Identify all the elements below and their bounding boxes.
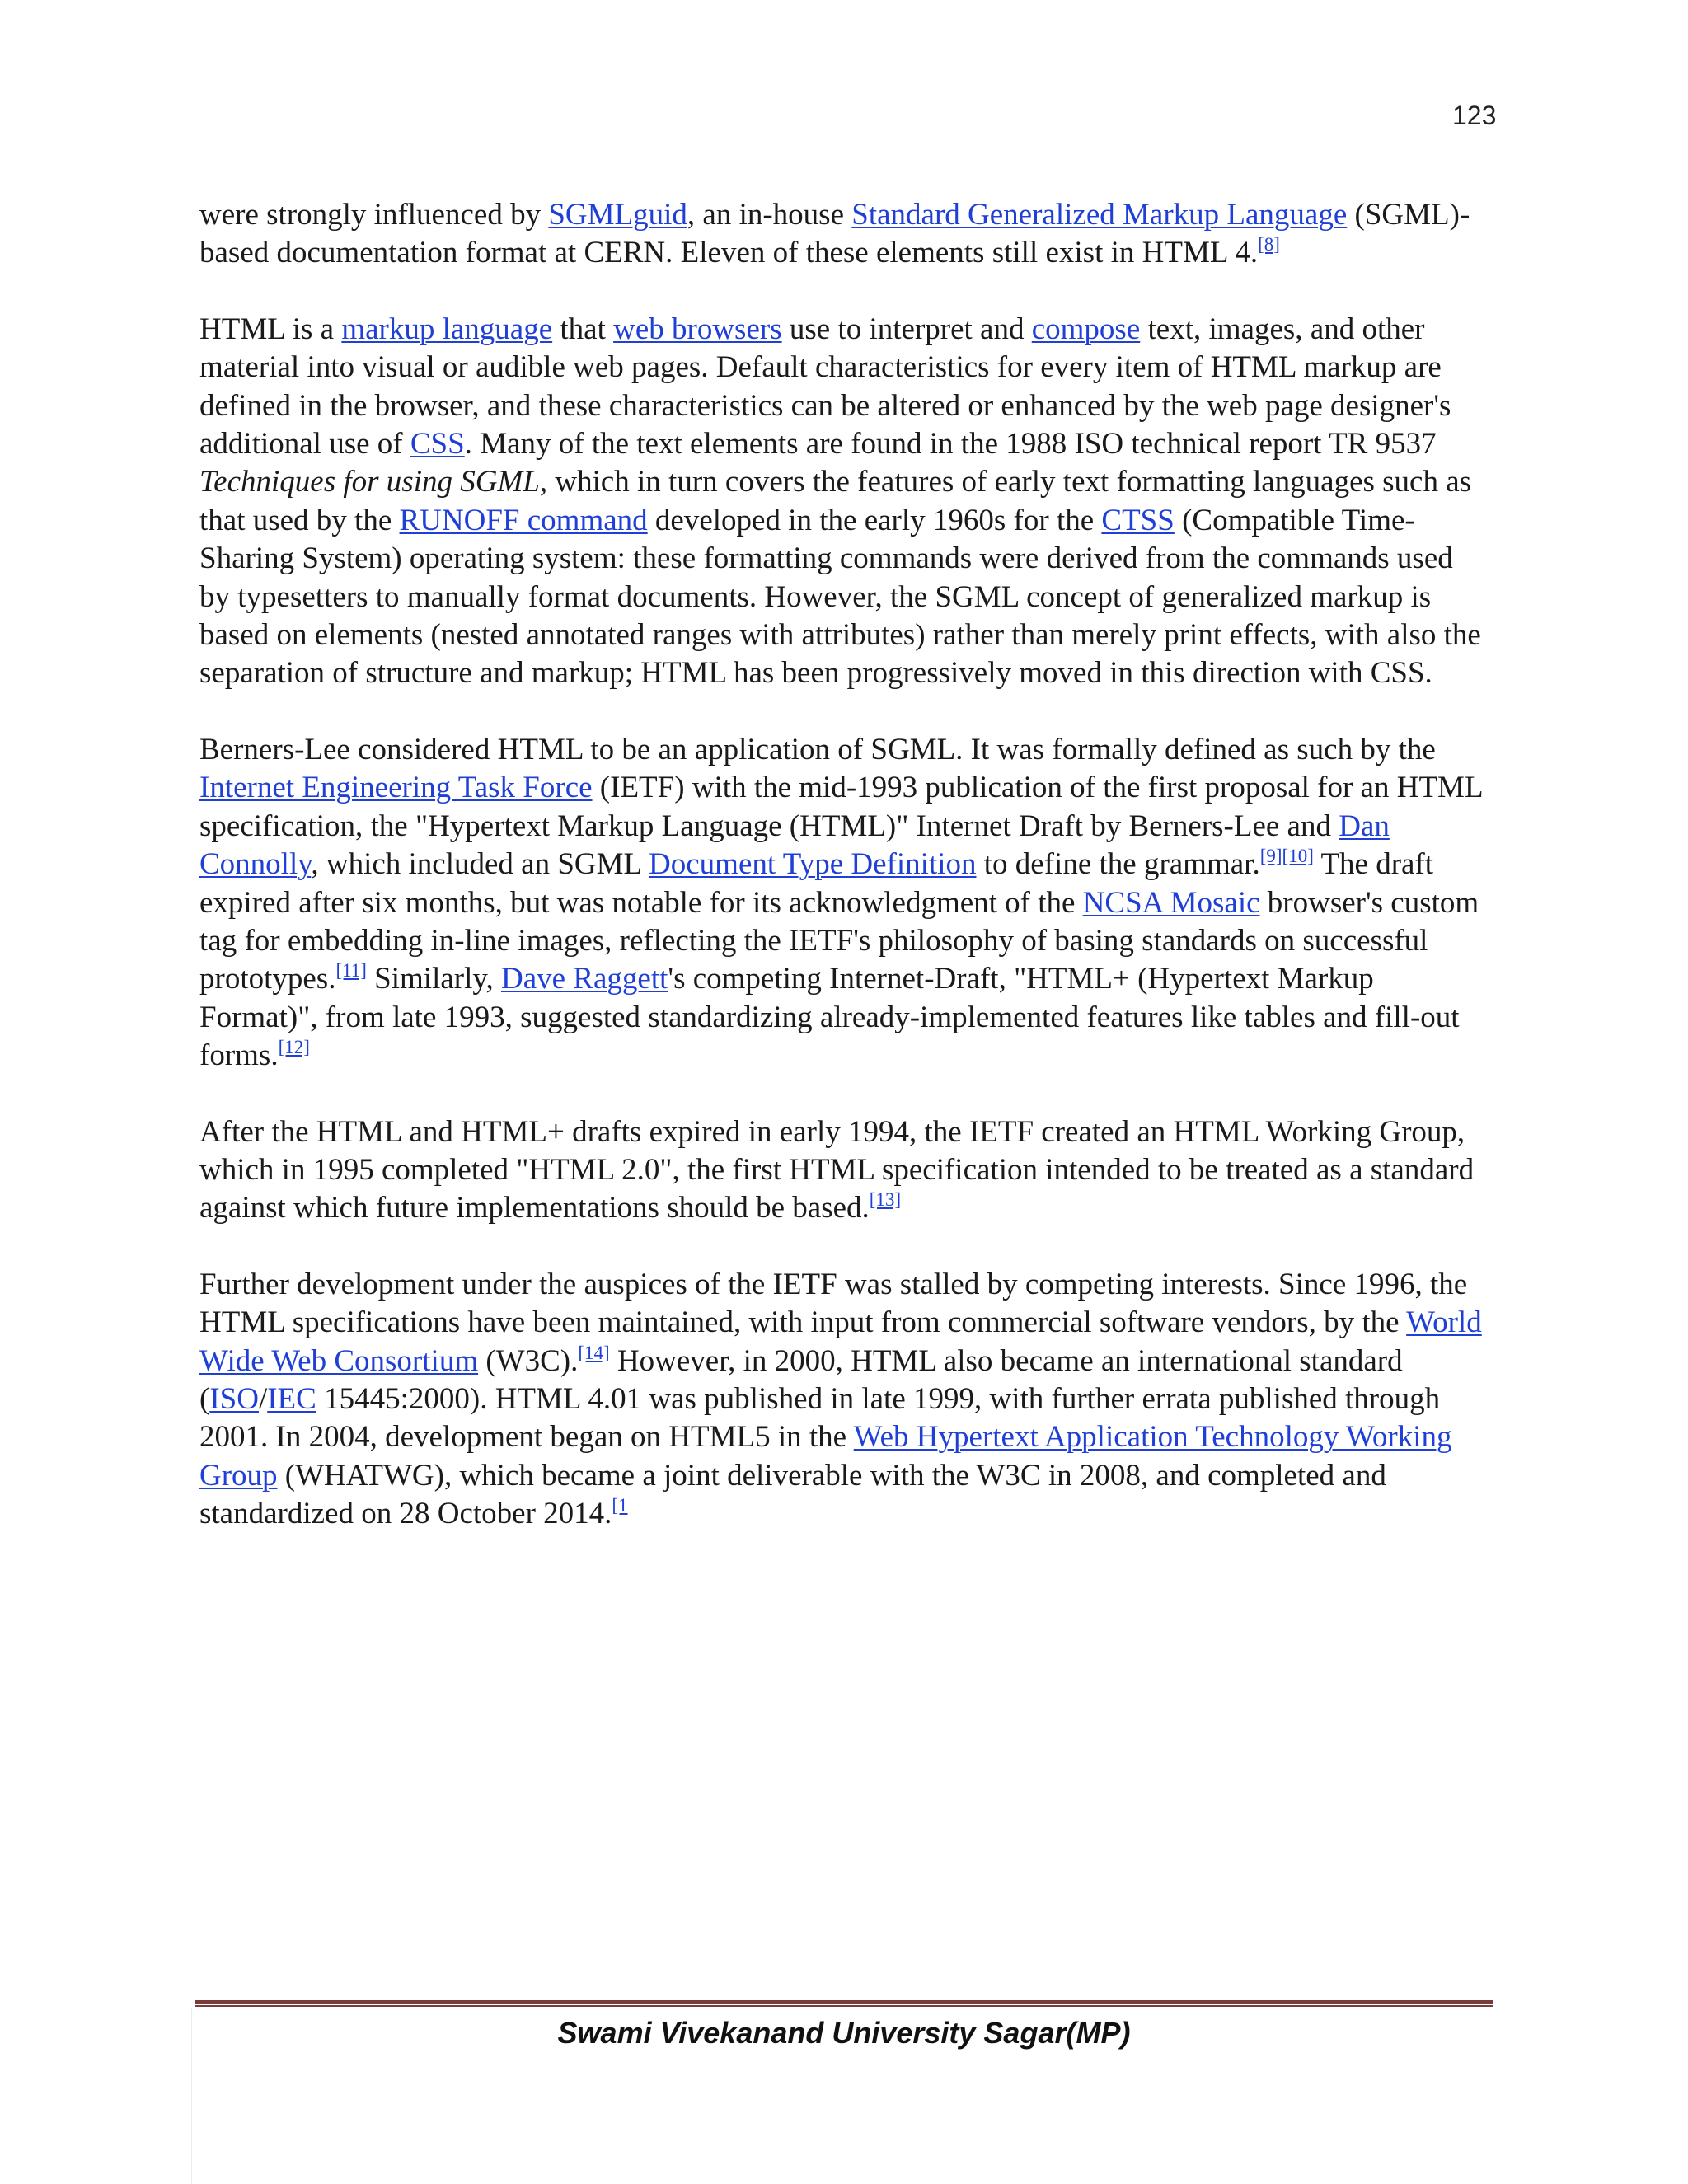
italic-title: Techniques for using SGML: [199, 465, 540, 499]
link-iso[interactable]: ISO: [209, 1381, 259, 1416]
link-whatwg[interactable]: Web Hypertext Application Technology Working Group: [199, 1420, 1452, 1493]
link-css[interactable]: CSS: [410, 427, 465, 462]
citation-12: [279, 1037, 310, 1057]
link-ncsa-mosaic[interactable]: NCSA Mosaic: [1082, 885, 1260, 920]
text: text, images, and other material into visual or audible web pages. Default characteristics for every item of HTML markup are defined in the browser, and these characteristics can be altered or enhanced by the web page designer's additional use of: [199, 312, 1451, 462]
citation-link[interactable]: [8]: [1258, 234, 1280, 255]
link-ietf[interactable]: Internet Engineering Task Force: [199, 771, 593, 805]
text: , which included an SGML: [311, 847, 649, 882]
citation-link[interactable]: [13]: [869, 1189, 902, 1211]
citation-8: [1258, 234, 1280, 255]
text: that: [552, 312, 614, 346]
text: developed in the early 1960s for the: [647, 503, 1102, 537]
citation-link[interactable]: [11]: [335, 960, 367, 982]
document-body: [199, 196, 1489, 1572]
link-sgmlguid[interactable]: SGMLguid: [548, 198, 687, 232]
text: HTML is a: [199, 312, 342, 346]
citation-9: [1260, 846, 1282, 866]
text: (IETF) with the mid-1993 publication of the first proposal for an HTML specification, the "Hypertext Markup Language (HTML)" Internet Draft by Berners-Lee and: [199, 771, 1483, 843]
text: Further development under the auspices of the IETF was stalled by competing interests. Since 1996, the HTML specifications have been maintained, with input from commercial software vendors, by the: [199, 1267, 1468, 1340]
citation-1: [612, 1495, 627, 1516]
citation-link[interactable]: [12]: [278, 1037, 310, 1058]
text: However, in 2000, HTML also became an international standard (: [199, 1343, 1403, 1416]
text: Berners-Lee considered HTML to be an application of SGML. It was formally defined as such by the: [199, 732, 1436, 766]
citation-11: [335, 960, 366, 981]
link-dan-connolly[interactable]: Dan Connolly: [199, 808, 1390, 882]
citation-link[interactable]: [1: [612, 1495, 628, 1516]
text: , which in turn covers the features of early text formatting languages such as that used by the: [199, 465, 1472, 537]
text: 's competing Internet-Draft, "HTML+ (Hypertext Markup Format)", from late 1993, suggested standardizing already-implemented features like tables and fill-out forms.: [199, 962, 1460, 1073]
text: (WHATWG), which became a joint deliverable with the W3C in 2008, and completed and standardized on 28 October 2014.: [199, 1458, 1386, 1531]
text: (SGML)-based documentation format at CERN. Eleven of these elements still exist in HTML 4.: [199, 198, 1470, 270]
link-sgml[interactable]: Standard Generalized Markup Language: [851, 198, 1348, 232]
link-iec[interactable]: IEC: [267, 1381, 316, 1416]
footer-divider: [195, 2000, 1493, 2007]
paragraph-berners-lee: [199, 731, 1489, 1076]
text: 15445:2000). HTML 4.01 was published in late 1999, with further errata published through 2001. In 2004, development began on HTML5 in the: [199, 1381, 1441, 1455]
link-markup-language[interactable]: markup language: [341, 312, 553, 346]
citation-link[interactable]: [10]: [1282, 846, 1314, 867]
link-compose[interactable]: compose: [1031, 312, 1141, 346]
citation-link[interactable]: [9]: [1259, 846, 1282, 867]
paragraph-sgml-influence: [199, 196, 1489, 273]
link-runoff-command[interactable]: RUNOFF command: [399, 503, 648, 537]
link-dave-raggett[interactable]: Dave Raggett: [501, 962, 668, 996]
text: , an in-house: [687, 198, 852, 232]
link-w3c[interactable]: World Wide Web Consortium: [199, 1305, 1482, 1378]
text: The draft expired after six months, but was notable for its acknowledgment of the: [199, 847, 1434, 920]
text: (W3C).: [478, 1343, 579, 1378]
text: /: [258, 1381, 268, 1416]
paragraph-further-development: [199, 1266, 1489, 1534]
paragraph-html-working-group: [199, 1113, 1489, 1228]
text: to define the grammar.: [976, 847, 1260, 882]
link-document-type-definition[interactable]: Document Type Definition: [649, 847, 977, 882]
paragraph-html-markup: [199, 311, 1489, 693]
footer-university: Swami Vivekanand University Sagar(MP): [557, 2016, 1131, 2050]
citation-10: [1282, 846, 1314, 866]
citation-link[interactable]: [14]: [578, 1342, 610, 1363]
citation-13: [870, 1189, 901, 1210]
text: Similarly,: [366, 962, 501, 996]
text: use to interpret and: [781, 312, 1032, 346]
text: were strongly influenced by: [199, 198, 549, 232]
link-ctss[interactable]: CTSS: [1101, 503, 1175, 537]
page-number: 123: [1452, 101, 1497, 130]
text: After the HTML and HTML+ drafts expired in early 1994, the IETF created an HTML Working Group, which in 1995 completed "HTML 2.0", the first HTML specification intended to be treated as a standard against which future implementations should be based.: [199, 1114, 1475, 1226]
text: browser's custom tag for embedding in-line images, reflecting the IETF's philosophy of basing standards on successful prototypes.: [199, 885, 1479, 996]
text: (Compatible Time-Sharing System) operating system: these formatting commands were derived from the commands used by typesetters to manually format documents. However, the SGML concept of generalized markup is based on elements (nested annotated ranges with attributes) rather than merely print effects, with also the separation of structure and markup; HTML has been progressively moved in this direction with CSS.: [199, 503, 1481, 691]
citation-14: [578, 1343, 609, 1363]
link-web-browsers[interactable]: web browsers: [613, 312, 782, 346]
text: . Many of the text elements are found in the 1988 ISO technical report TR 9537: [464, 427, 1437, 462]
